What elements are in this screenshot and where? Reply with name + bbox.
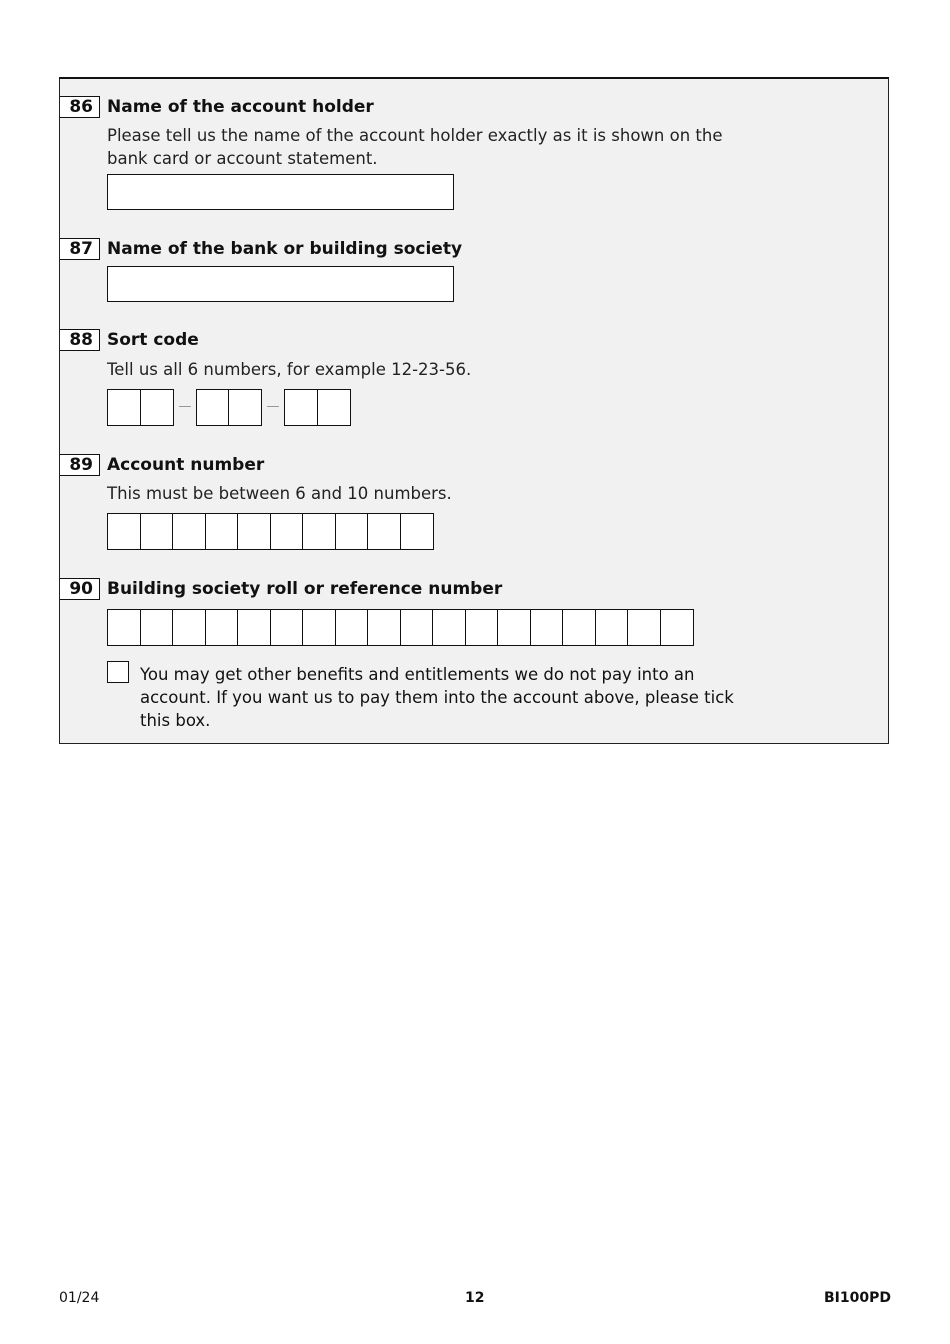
footer-date: 01/24 — [59, 1290, 100, 1306]
question-title-87: Name of the bank or building society — [107, 239, 463, 259]
question-title-90: Building society roll or reference number — [107, 579, 503, 599]
question-help-88: Tell us all 6 numbers, for example 12-23-56. — [107, 360, 472, 379]
roll-number-char-box[interactable] — [400, 609, 434, 646]
account-number-digit-box[interactable] — [107, 513, 141, 550]
bank-name-input[interactable] — [107, 266, 454, 302]
account-number-digit-box[interactable] — [270, 513, 304, 550]
roll-number-char-box[interactable] — [172, 609, 206, 646]
bank-details-section — [59, 77, 889, 744]
roll-number-char-box[interactable] — [367, 609, 401, 646]
account-number-digit-box[interactable] — [140, 513, 174, 550]
sort-code-input — [107, 389, 351, 426]
question-number-86: 86 — [60, 96, 100, 118]
account-number-digit-box[interactable] — [302, 513, 336, 550]
form-code: BI100PD — [824, 1290, 891, 1306]
sort-code-digit-box[interactable] — [284, 389, 318, 426]
sort-code-digit-box[interactable] — [107, 389, 141, 426]
question-help-89: This must be between 6 and 10 numbers. — [107, 484, 452, 503]
account-holder-name-input[interactable] — [107, 174, 454, 210]
roll-number-char-box[interactable] — [432, 609, 466, 646]
question-title-86: Name of the account holder — [107, 97, 374, 117]
roll-number-char-box[interactable] — [205, 609, 239, 646]
roll-number-char-box[interactable] — [595, 609, 629, 646]
roll-number-char-box[interactable] — [497, 609, 531, 646]
roll-number-char-box[interactable] — [302, 609, 336, 646]
question-number-88: 88 — [60, 329, 100, 351]
sort-code-separator — [262, 389, 284, 426]
question-help-86: Please tell us the name of the account holder exactly as it is shown on the bank card or account statement. — [107, 126, 723, 168]
sort-code-digit-box[interactable] — [317, 389, 351, 426]
sort-code-separator — [174, 389, 196, 426]
page-number: 12 — [465, 1290, 485, 1306]
account-number-digit-box[interactable] — [367, 513, 401, 550]
roll-number-char-box[interactable] — [107, 609, 141, 646]
account-number-input — [107, 513, 434, 550]
sort-code-digit-box[interactable] — [140, 389, 174, 426]
account-number-digit-box[interactable] — [335, 513, 369, 550]
sort-code-digit-box[interactable] — [228, 389, 262, 426]
account-number-digit-box[interactable] — [400, 513, 434, 550]
roll-number-char-box[interactable] — [237, 609, 271, 646]
roll-number-char-box[interactable] — [660, 609, 694, 646]
roll-number-char-box[interactable] — [465, 609, 499, 646]
other-benefits-checkbox[interactable] — [107, 661, 129, 683]
question-title-88: Sort code — [107, 330, 199, 350]
account-number-digit-box[interactable] — [205, 513, 239, 550]
roll-number-char-box[interactable] — [140, 609, 174, 646]
question-number-90: 90 — [60, 578, 100, 600]
roll-number-char-box[interactable] — [562, 609, 596, 646]
sort-code-digit-box[interactable] — [196, 389, 230, 426]
roll-number-char-box[interactable] — [627, 609, 661, 646]
roll-number-char-box[interactable] — [270, 609, 304, 646]
roll-number-char-box[interactable] — [335, 609, 369, 646]
other-benefits-label: You may get other benefits and entitlements we do not pay into an account. If you want us to pay them into the account above, please tick this box. — [140, 665, 734, 730]
roll-number-char-box[interactable] — [530, 609, 564, 646]
question-number-87: 87 — [60, 238, 100, 260]
roll-number-input — [107, 609, 694, 646]
account-number-digit-box[interactable] — [172, 513, 206, 550]
question-title-89: Account number — [107, 455, 265, 475]
question-number-89: 89 — [60, 454, 100, 476]
account-number-digit-box[interactable] — [237, 513, 271, 550]
